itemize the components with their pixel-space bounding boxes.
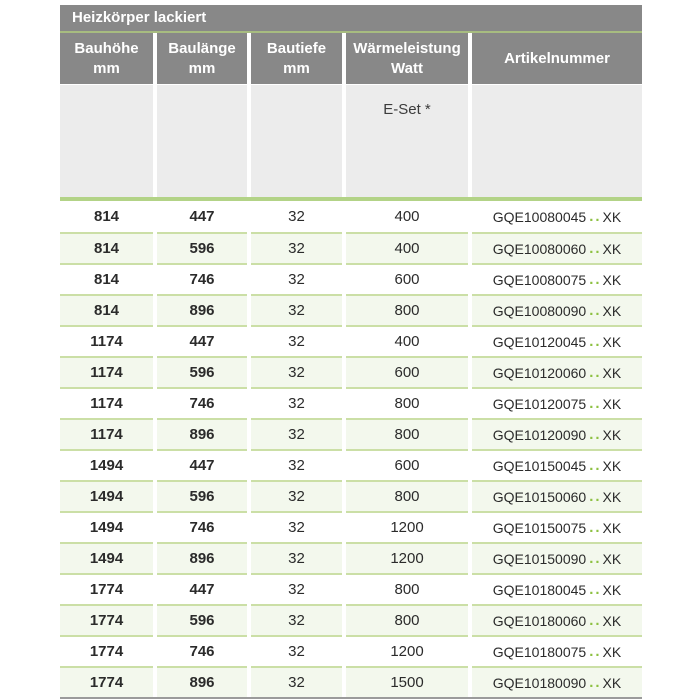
cell-bautiefe: 32 <box>251 542 342 573</box>
cell-artikelnummer <box>472 201 642 232</box>
cell-waermeleistung: 800 <box>346 573 468 604</box>
cell-waermeleistung: 400 <box>346 325 468 356</box>
cell-artikelnummer <box>472 449 642 480</box>
cell-baulaenge: 596 <box>157 480 247 511</box>
cell-artikelnummer <box>472 604 642 635</box>
table-row <box>60 387 642 418</box>
cell-bautiefe: 32 <box>251 294 342 325</box>
column-header-label: Artikelnummer <box>504 49 610 67</box>
cell-bautiefe: 32 <box>251 387 342 418</box>
artikel-placeholder-dots: .. <box>589 581 602 598</box>
cell-bautiefe: 32 <box>251 418 342 449</box>
artikel-suffix: XK <box>602 643 622 660</box>
subheader-cell-eset <box>346 85 468 197</box>
column-header-baulaenge <box>157 33 247 84</box>
cell-waermeleistung: 800 <box>346 294 468 325</box>
artikel-suffix: XK <box>602 208 622 225</box>
cell-artikelnummer <box>472 666 642 697</box>
cell-artikelnummer <box>472 480 642 511</box>
cell-artikelnummer <box>472 325 642 356</box>
cell-baulaenge: 896 <box>157 542 247 573</box>
subheader-cell <box>60 85 153 197</box>
artikel-placeholder-dots: .. <box>589 302 602 319</box>
column-header-unit: mm <box>93 59 120 77</box>
column-header-label: Bautiefe <box>266 40 327 57</box>
artikel-suffix: XK <box>602 519 622 536</box>
table-row <box>60 356 642 387</box>
artikel-base: GQE10120075 <box>492 395 587 412</box>
cell-baulaenge: 896 <box>157 294 247 325</box>
cell-bautiefe: 32 <box>251 232 342 263</box>
subheader-row <box>60 85 642 197</box>
table-row <box>60 511 642 542</box>
artikel-base: GQE10180075 <box>492 643 587 660</box>
cell-bauhoehe: 814 <box>60 201 153 232</box>
cell-bauhoehe: 1494 <box>60 449 153 480</box>
column-header-unit: mm <box>283 59 310 77</box>
artikel-placeholder-dots: .. <box>589 457 602 474</box>
cell-bautiefe: 32 <box>251 635 342 666</box>
header-row <box>60 33 642 84</box>
cell-waermeleistung: 800 <box>346 604 468 635</box>
cell-artikelnummer <box>472 418 642 449</box>
cell-waermeleistung: 600 <box>346 356 468 387</box>
artikel-suffix: XK <box>602 488 622 505</box>
column-header-unit: mm <box>188 59 216 77</box>
artikel-suffix: XK <box>602 550 622 567</box>
cell-waermeleistung: 1200 <box>346 542 468 573</box>
cell-bauhoehe: 1494 <box>60 542 153 573</box>
cell-bautiefe: 32 <box>251 201 342 232</box>
cell-artikelnummer <box>472 356 642 387</box>
artikel-placeholder-dots: .. <box>589 208 602 225</box>
cell-artikelnummer <box>472 542 642 573</box>
cell-bautiefe: 32 <box>251 604 342 635</box>
cell-bauhoehe: 814 <box>60 232 153 263</box>
artikel-suffix: XK <box>602 240 622 257</box>
cell-waermeleistung: 600 <box>346 449 468 480</box>
cell-waermeleistung: 400 <box>346 232 468 263</box>
artikel-base: GQE10180045 <box>492 581 587 598</box>
subheader-cell <box>157 85 247 197</box>
column-header-bauhoehe <box>60 33 153 84</box>
column-header-artikelnummer <box>472 33 642 84</box>
table-row <box>60 666 642 697</box>
cell-baulaenge: 596 <box>157 604 247 635</box>
table-row <box>60 542 642 573</box>
cell-bautiefe: 32 <box>251 573 342 604</box>
artikel-base: GQE10080060 <box>492 240 587 257</box>
artikel-placeholder-dots: .. <box>589 519 602 536</box>
artikel-base: GQE10120060 <box>492 364 587 381</box>
column-header-bautiefe <box>251 33 342 84</box>
cell-baulaenge: 746 <box>157 511 247 542</box>
artikel-placeholder-dots: .. <box>589 395 602 412</box>
table-row <box>60 263 642 294</box>
artikel-suffix: XK <box>602 364 622 381</box>
column-header-label: Baulänge <box>168 40 236 57</box>
artikel-placeholder-dots: .. <box>589 643 602 660</box>
artikel-suffix: XK <box>602 581 622 598</box>
cell-waermeleistung: 400 <box>346 201 468 232</box>
cell-waermeleistung: 1200 <box>346 511 468 542</box>
artikel-placeholder-dots: .. <box>589 364 602 381</box>
column-header-label: Wärmeleistung <box>353 40 461 57</box>
table-row <box>60 635 642 666</box>
artikel-base: GQE10150045 <box>492 457 587 474</box>
cell-artikelnummer <box>472 232 642 263</box>
table-row <box>60 449 642 480</box>
table-row <box>60 232 642 263</box>
cell-baulaenge: 896 <box>157 666 247 697</box>
cell-bautiefe: 32 <box>251 263 342 294</box>
table-row <box>60 294 642 325</box>
cell-artikelnummer <box>472 263 642 294</box>
cell-baulaenge: 746 <box>157 263 247 294</box>
cell-bautiefe: 32 <box>251 449 342 480</box>
subheader-cell <box>472 85 642 197</box>
artikel-suffix: XK <box>602 395 622 412</box>
artikel-base: GQE10080075 <box>492 271 587 288</box>
cell-waermeleistung: 1500 <box>346 666 468 697</box>
artikel-base: GQE10180060 <box>492 612 587 629</box>
cell-baulaenge: 896 <box>157 418 247 449</box>
artikel-suffix: XK <box>602 333 622 350</box>
artikel-suffix: XK <box>602 612 622 629</box>
cell-bautiefe: 32 <box>251 356 342 387</box>
artikel-placeholder-dots: .. <box>589 240 602 257</box>
cell-bauhoehe: 1174 <box>60 387 153 418</box>
eset-label: E-Set * <box>383 101 431 118</box>
artikel-suffix: XK <box>602 674 622 691</box>
cell-bauhoehe: 1494 <box>60 480 153 511</box>
table-row <box>60 604 642 635</box>
subheader-cell <box>251 85 342 197</box>
artikel-suffix: XK <box>602 271 622 288</box>
artikel-placeholder-dots: .. <box>589 612 602 629</box>
artikel-base: GQE10080045 <box>492 208 587 225</box>
artikel-placeholder-dots: .. <box>589 674 602 691</box>
cell-baulaenge: 447 <box>157 449 247 480</box>
cell-baulaenge: 447 <box>157 201 247 232</box>
cell-baulaenge: 746 <box>157 387 247 418</box>
artikel-base: GQE10150090 <box>492 550 587 567</box>
cell-artikelnummer <box>472 635 642 666</box>
cell-baulaenge: 447 <box>157 325 247 356</box>
table-body <box>60 201 642 697</box>
cell-bauhoehe: 1174 <box>60 356 153 387</box>
artikel-suffix: XK <box>602 302 622 319</box>
cell-baulaenge: 596 <box>157 232 247 263</box>
artikel-placeholder-dots: .. <box>589 488 602 505</box>
cell-bauhoehe: 1174 <box>60 418 153 449</box>
cell-bautiefe: 32 <box>251 666 342 697</box>
table-row <box>60 480 642 511</box>
column-header-unit: Watt <box>391 59 423 77</box>
cell-bauhoehe: 1774 <box>60 604 153 635</box>
cell-bautiefe: 32 <box>251 511 342 542</box>
cell-bauhoehe: 1774 <box>60 635 153 666</box>
cell-bauhoehe: 1774 <box>60 666 153 697</box>
cell-baulaenge: 746 <box>157 635 247 666</box>
cell-waermeleistung: 1200 <box>346 635 468 666</box>
column-header-waermeleistung <box>346 33 468 84</box>
artikel-base: GQE10180090 <box>492 674 587 691</box>
cell-bautiefe: 32 <box>251 480 342 511</box>
cell-artikelnummer <box>472 573 642 604</box>
table-row <box>60 418 642 449</box>
table-bottom-border <box>60 697 642 699</box>
cell-waermeleistung: 800 <box>346 418 468 449</box>
cell-waermeleistung: 600 <box>346 263 468 294</box>
cell-baulaenge: 596 <box>157 356 247 387</box>
cell-artikelnummer <box>472 387 642 418</box>
cell-bauhoehe: 814 <box>60 294 153 325</box>
cell-bauhoehe: 1174 <box>60 325 153 356</box>
cell-bauhoehe: 814 <box>60 263 153 294</box>
cell-bauhoehe: 1774 <box>60 573 153 604</box>
artikel-base: GQE10150060 <box>492 488 587 505</box>
column-header-label: Bauhöhe <box>74 40 139 57</box>
table-row <box>60 325 642 356</box>
artikel-placeholder-dots: .. <box>589 426 602 443</box>
radiator-spec-table <box>60 5 642 699</box>
cell-artikelnummer <box>472 511 642 542</box>
table-title-bar <box>60 5 642 31</box>
cell-artikelnummer <box>472 294 642 325</box>
artikel-base: GQE10120045 <box>492 333 587 350</box>
artikel-placeholder-dots: .. <box>589 271 602 288</box>
table-row <box>60 573 642 604</box>
cell-waermeleistung: 800 <box>346 387 468 418</box>
artikel-suffix: XK <box>602 426 622 443</box>
artikel-base: GQE10120090 <box>492 426 587 443</box>
artikel-base: GQE10150075 <box>492 519 587 536</box>
artikel-suffix: XK <box>602 457 622 474</box>
cell-bautiefe: 32 <box>251 325 342 356</box>
cell-baulaenge: 447 <box>157 573 247 604</box>
table-row <box>60 201 642 232</box>
cell-waermeleistung: 800 <box>346 480 468 511</box>
artikel-placeholder-dots: .. <box>589 333 602 350</box>
artikel-base: GQE10080090 <box>492 302 587 319</box>
artikel-placeholder-dots: .. <box>589 550 602 567</box>
cell-bauhoehe: 1494 <box>60 511 153 542</box>
table-title: Heizkörper lackiert <box>72 9 207 26</box>
